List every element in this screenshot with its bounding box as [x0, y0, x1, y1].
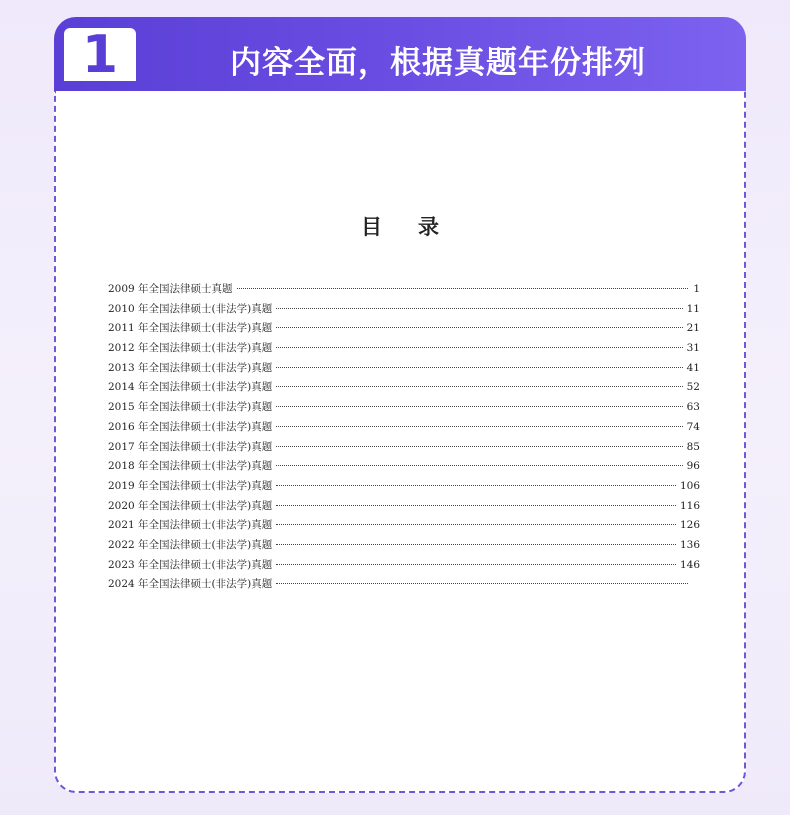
toc-list — [108, 281, 700, 596]
toc-entry-title: 2010 年全国法律硕士(非法学)真题 — [108, 302, 273, 315]
toc-entry-title: 2013 年全国法律硕士(非法学)真题 — [108, 361, 273, 374]
banner-title: 内容全面，根据真题年份排列 — [230, 45, 646, 81]
toc-entry-page: 1 — [693, 283, 700, 295]
toc-entry — [108, 458, 700, 478]
toc-entry-page: 126 — [679, 519, 700, 532]
toc-entry-title: 2017 年全国法律硕士(非法学)真题 — [108, 440, 273, 453]
toc-entry-title: 2018 年全国法律硕士(非法学)真题 — [108, 460, 273, 473]
toc-leader-dots — [276, 347, 682, 348]
toc-entry-page: 106 — [679, 479, 700, 492]
toc-entry-title: 2023 年全国法律硕士(非法学)真题 — [108, 558, 273, 571]
step-number-badge — [64, 24, 136, 85]
toc-entry-title: 2019 年全国法律硕士(非法学)真题 — [108, 479, 273, 492]
toc-entry-page: 136 — [679, 538, 700, 551]
toc-entry — [108, 557, 700, 577]
toc-leader-dots — [276, 406, 682, 407]
toc-entry-title: 2022 年全国法律硕士(非法学)真题 — [108, 538, 273, 551]
toc-entry-page: 116 — [679, 499, 700, 512]
toc-entry-page: 96 — [686, 460, 700, 473]
toc-entry-page: 74 — [686, 420, 700, 433]
toc-leader-dots — [276, 308, 682, 309]
toc-leader-dots — [276, 327, 682, 328]
toc-entry-title: 2020 年全国法律硕士(非法学)真题 — [108, 499, 273, 512]
document-preview-card — [54, 91, 746, 793]
toc-entry-page: 52 — [686, 381, 700, 394]
toc-entry-page: 11 — [686, 302, 700, 315]
toc-leader-dots — [237, 288, 688, 289]
toc-entry-title: 2016 年全国法律硕士(非法学)真题 — [108, 420, 273, 433]
toc-leader-dots — [276, 583, 688, 584]
toc-entry-title: 2011 年全国法律硕士(非法学)真题 — [108, 322, 273, 335]
toc-leader-dots — [276, 505, 676, 506]
toc-leader-dots — [276, 386, 682, 387]
toc-entry — [108, 517, 700, 537]
header-banner — [54, 17, 746, 91]
toc-entry — [108, 498, 700, 518]
toc-entry-page: 21 — [686, 322, 700, 335]
toc-leader-dots — [276, 446, 682, 447]
toc-entry-page: 31 — [686, 342, 700, 355]
toc-leader-dots — [276, 426, 682, 427]
toc-leader-dots — [276, 564, 676, 565]
toc-entry-title: 2009 年全国法律硕士真题 — [108, 283, 233, 295]
step-number: 1 — [81, 24, 119, 85]
toc-entry-title: 2012 年全国法律硕士(非法学)真题 — [108, 342, 273, 355]
toc-entry — [108, 360, 700, 380]
toc-entry-title: 2014 年全国法律硕士(非法学)真题 — [108, 381, 273, 394]
toc-entry-page: 63 — [686, 401, 700, 414]
toc-entry — [108, 379, 700, 399]
toc-entry — [108, 439, 700, 459]
toc-entry — [108, 537, 700, 557]
toc-entry-title: 2021 年全国法律硕士(非法学)真题 — [108, 519, 273, 532]
toc-entry — [108, 419, 700, 439]
toc-entry-page: 85 — [686, 440, 700, 453]
toc-leader-dots — [276, 465, 682, 466]
toc-leader-dots — [276, 524, 676, 525]
toc-heading: 目录 — [361, 214, 475, 239]
toc-entry — [108, 340, 700, 360]
toc-entry-title: 2024 年全国法律硕士(非法学)真题 — [108, 578, 273, 591]
toc-entry — [108, 320, 700, 340]
toc-entry-page: 146 — [679, 558, 700, 571]
toc-entry — [108, 576, 700, 596]
toc-leader-dots — [276, 485, 676, 486]
toc-entry — [108, 281, 700, 301]
toc-leader-dots — [276, 544, 676, 545]
toc-entry — [108, 399, 700, 419]
toc-entry-title: 2015 年全国法律硕士(非法学)真题 — [108, 401, 273, 414]
toc-entry — [108, 301, 700, 321]
toc-entry-page: 41 — [686, 361, 700, 374]
toc-entry — [108, 478, 700, 498]
toc-leader-dots — [276, 367, 682, 368]
